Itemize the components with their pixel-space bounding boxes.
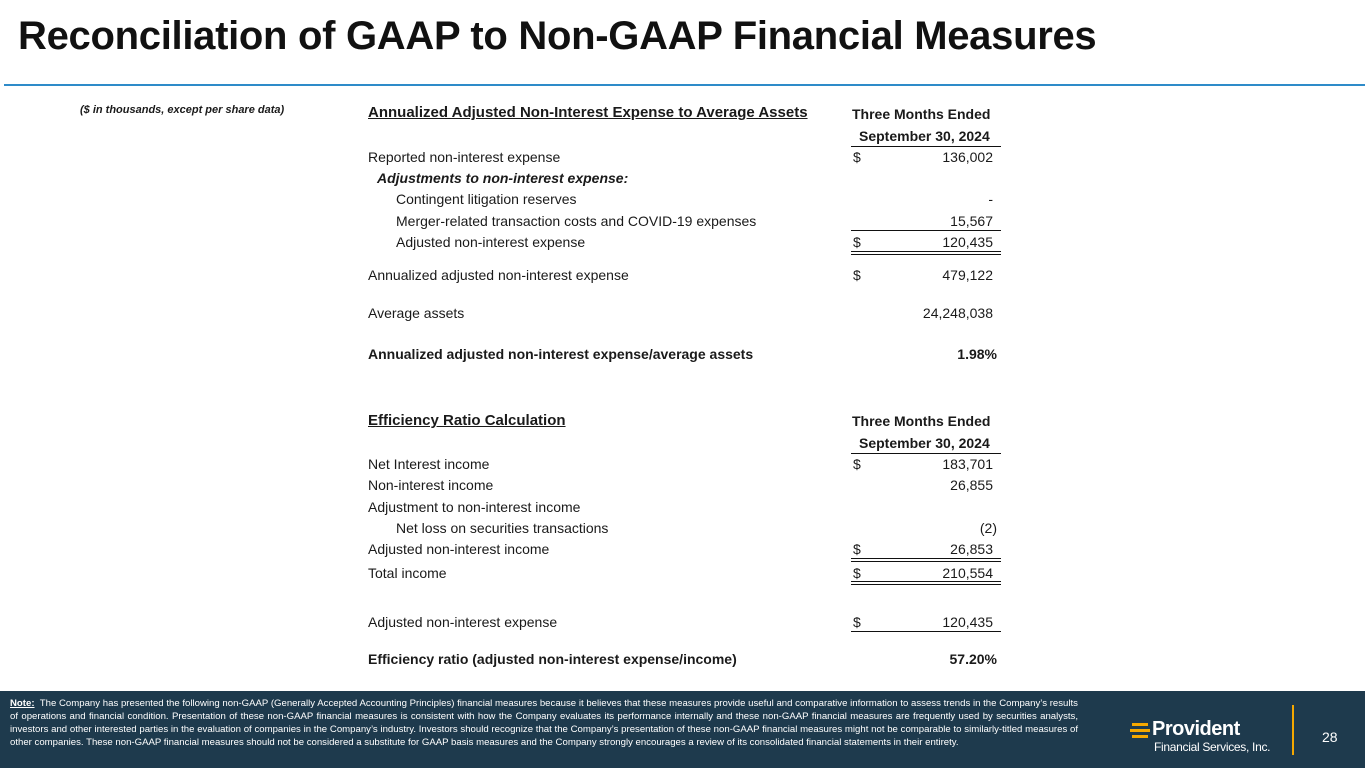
title-divider: [4, 84, 1365, 86]
row-currency: $: [853, 614, 861, 630]
row-currency: $: [853, 234, 861, 250]
row-label: Non-interest income: [368, 477, 494, 493]
table2-header-rule: [851, 453, 1001, 454]
row-value: -: [988, 191, 993, 207]
row-label: Merger-related transaction costs and COVID-19 expenses: [396, 213, 757, 229]
row-label: Average assets: [368, 305, 465, 321]
table2-heading: Efficiency Ratio Calculation: [368, 412, 566, 429]
row-currency: $: [853, 541, 861, 557]
row-value: 120,435: [942, 234, 993, 250]
page-number: 28: [1322, 729, 1338, 745]
provident-logo-icon: [1130, 722, 1150, 740]
table2-total-double-rule: [851, 581, 1001, 585]
table2-col-head-2: September 30, 2024: [859, 435, 990, 451]
row-currency: $: [853, 267, 861, 283]
row-label: Annualized adjusted non-interest expense/average assets: [368, 346, 754, 362]
row-label: Efficiency ratio (adjusted non-interest expense/income): [368, 651, 737, 667]
note-label: Note:: [10, 698, 35, 709]
units-note: ($ in thousands, except per share data): [80, 104, 285, 116]
row-value: 57.20%: [949, 651, 997, 667]
row-label: Total income: [368, 565, 447, 581]
row-label: Adjustment to non-interest income: [368, 499, 581, 515]
table2-col-head-1: Three Months Ended: [852, 413, 991, 429]
table1-heading: Annualized Adjusted Non-Interest Expense to Average Assets: [368, 104, 808, 121]
table1-col-head-1: Three Months Ended: [852, 106, 991, 122]
row-currency: $: [853, 149, 861, 165]
page-title: Reconciliation of GAAP to Non-GAAP Financial Measures: [18, 14, 1097, 58]
table1-subtotal-rule: [851, 230, 1001, 231]
row-value: 15,567: [950, 213, 993, 229]
row-label: Net loss on securities transactions: [396, 520, 609, 536]
table1-total-double-rule: [851, 251, 1001, 255]
row-label: Adjustments to non-interest expense:: [377, 170, 629, 186]
row-label: Annualized adjusted non-interest expense: [368, 267, 629, 283]
row-value: 26,855: [950, 477, 993, 493]
row-label: Adjusted non-interest income: [368, 541, 550, 557]
row-currency: $: [853, 565, 861, 581]
row-label: Contingent litigation reserves: [396, 191, 577, 207]
table1-col-head-2: September 30, 2024: [859, 128, 990, 144]
footer-accent-bar: [1292, 705, 1294, 755]
row-value: 136,002: [942, 149, 993, 165]
table2-subtotal-double-rule: [851, 558, 1001, 562]
row-value: (2): [979, 520, 997, 536]
table1-header-rule: [851, 146, 1001, 147]
table2-expense-rule: [851, 631, 1001, 632]
note-text: The Company has presented the following non-GAAP (Generally Accepted Accounting Principles) financial measures because it believes that these measures provide useful and comparative information to assess trends in the Company’s results of operations and financial condition. Presentation of these non-GAAP financial measures is consistent with how the Company evaluates its performance internally and these non-GAAP financial measures are frequently used by securities analysts, investors and other interested parties in the evaluation of companies in the Company’s industry. Investors should recognize that the Company’s presentation of these non-GAAP financial measures might not be comparable to similarly-titled measures of other companies. These non-GAAP financial measures should not be considered a substitute for GAAP basis measures and the Company strongly encourages a review of its consolidated financial statements in their entirety.: [10, 698, 1078, 748]
footer-note: [10, 697, 1078, 749]
row-currency: $: [853, 456, 861, 472]
row-value: 479,122: [942, 267, 993, 283]
row-label: Adjusted non-interest expense: [368, 614, 558, 630]
row-value: 1.98%: [957, 346, 997, 362]
row-value: 26,853: [950, 541, 993, 557]
row-value: 24,248,038: [922, 305, 993, 321]
row-label: Reported non-interest expense: [368, 149, 561, 165]
row-value: 210,554: [942, 565, 993, 581]
logo-subtitle: Financial Services, Inc.: [1154, 740, 1271, 754]
row-value: 183,701: [942, 456, 993, 472]
row-label: Adjusted non-interest expense: [396, 234, 586, 250]
logo-name: Provident: [1152, 718, 1240, 740]
row-value: 120,435: [942, 614, 993, 630]
row-label: Net Interest income: [368, 456, 490, 472]
